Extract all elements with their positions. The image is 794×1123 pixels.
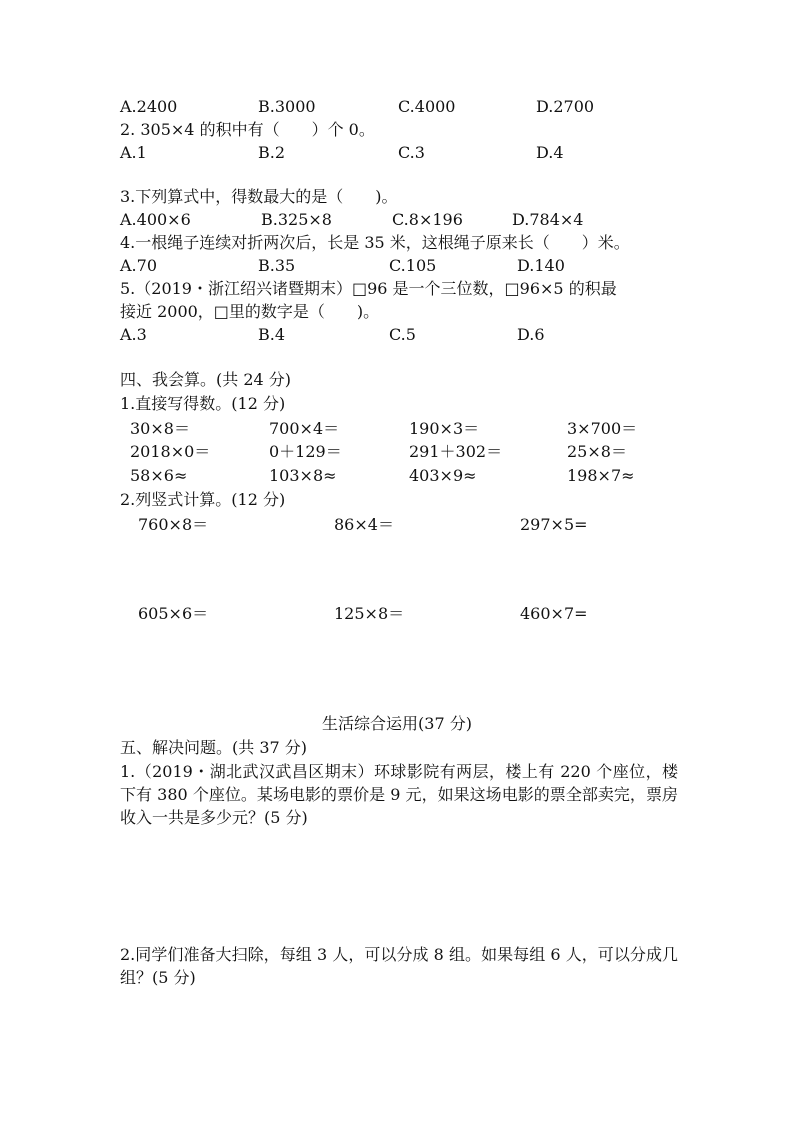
question-5-stem-line2: 接近 2000，□里的数字是（ )。 — [120, 302, 380, 321]
option-d: D.6 — [517, 325, 545, 344]
section-title: 生活综合运用(37 分) — [322, 714, 472, 733]
vertical-calc-item: 86×4＝ — [334, 515, 394, 534]
question-2-stem: 2. 305×4 的积中有（ ）个 0。 — [120, 120, 375, 139]
option-a: A.1 — [120, 143, 147, 162]
vertical-calc-item: 760×8＝ — [138, 515, 209, 534]
option-c: C.8×196 — [392, 210, 463, 229]
option-a: A.400×6 — [120, 210, 191, 229]
vertical-calc-row — [0, 603, 794, 625]
option-b: B.325×8 — [261, 210, 332, 229]
mental-math-item: 3×700＝ — [567, 419, 638, 438]
question-4-stem: 4.一根绳子连续对折两次后，长是 35 米，这根绳子原来长（ ）米。 — [120, 233, 630, 252]
q1-options — [0, 96, 794, 118]
mental-math-item: 403×9≈ — [409, 466, 477, 485]
mental-math-item: 198×7≈ — [567, 466, 635, 485]
part-4-heading: 四、我会算。(共 24 分) — [120, 370, 292, 389]
q5-options — [0, 324, 794, 346]
part-5-heading: 五、解决问题。(共 37 分) — [120, 738, 308, 757]
mental-math-item: 103×8≈ — [269, 466, 337, 485]
option-c: C.105 — [389, 256, 437, 275]
vertical-calc-item: 605×6＝ — [138, 604, 209, 623]
q2-options — [0, 142, 794, 164]
word-problem-1: 1.（2019・湖北武汉武昌区期末）环球影院有两层，楼上有 220 个座位，楼下有 380 个座位。某场电影的票价是 9 元，如果这场电影的票全部卖完，票房收入一共是多少元？(5 分) — [120, 762, 678, 827]
mental-math-item: 291＋302＝ — [409, 442, 503, 461]
option-c: C.3 — [398, 143, 425, 162]
word-problem-2: 2.同学们准备大扫除，每组 3 人，可以分成 8 组。如果每组 6 人，可以分成几组？(5 分) — [120, 945, 678, 987]
option-a: A.70 — [120, 256, 157, 275]
option-a: A.2400 — [120, 97, 178, 116]
mental-math-item: 30×8＝ — [130, 419, 190, 438]
option-b: B.3000 — [258, 97, 316, 116]
q4-options — [0, 255, 794, 277]
option-b: B.35 — [258, 256, 296, 275]
option-b: B.2 — [258, 143, 286, 162]
option-d: D.4 — [536, 143, 564, 162]
option-b: B.4 — [258, 325, 286, 344]
part-4-sub2-heading: 2.列竖式计算。(12 分) — [120, 490, 286, 509]
option-d: D.784×4 — [512, 210, 584, 229]
mental-math-item: 2018×0＝ — [130, 442, 211, 461]
option-c: C.4000 — [398, 97, 456, 116]
question-3-stem: 3.下列算式中，得数最大的是（ )。 — [120, 187, 398, 206]
vertical-calc-item: 297×5= — [520, 515, 588, 534]
mental-math-item: 58×6≈ — [130, 466, 188, 485]
option-d: D.140 — [517, 256, 565, 275]
option-c: C.5 — [389, 325, 416, 344]
mental-math-item: 190×3＝ — [409, 419, 480, 438]
mental-math-row — [0, 465, 794, 487]
vertical-calc-row — [0, 514, 794, 536]
mental-math-item: 25×8＝ — [567, 442, 627, 461]
mental-math-row — [0, 418, 794, 440]
q3-options — [0, 209, 794, 231]
vertical-calc-item: 125×8＝ — [334, 604, 405, 623]
vertical-calc-item: 460×7= — [520, 604, 588, 623]
mental-math-row — [0, 441, 794, 463]
option-d: D.2700 — [536, 97, 595, 116]
option-a: A.3 — [120, 325, 147, 344]
question-5-stem-line1: 5.（2019・浙江绍兴诸暨期末）□96 是一个三位数，□96×5 的积最 — [120, 279, 617, 298]
mental-math-item: 0＋129＝ — [269, 442, 342, 461]
mental-math-item: 700×4＝ — [269, 419, 340, 438]
part-4-sub1-heading: 1.直接写得数。(12 分) — [120, 394, 286, 413]
